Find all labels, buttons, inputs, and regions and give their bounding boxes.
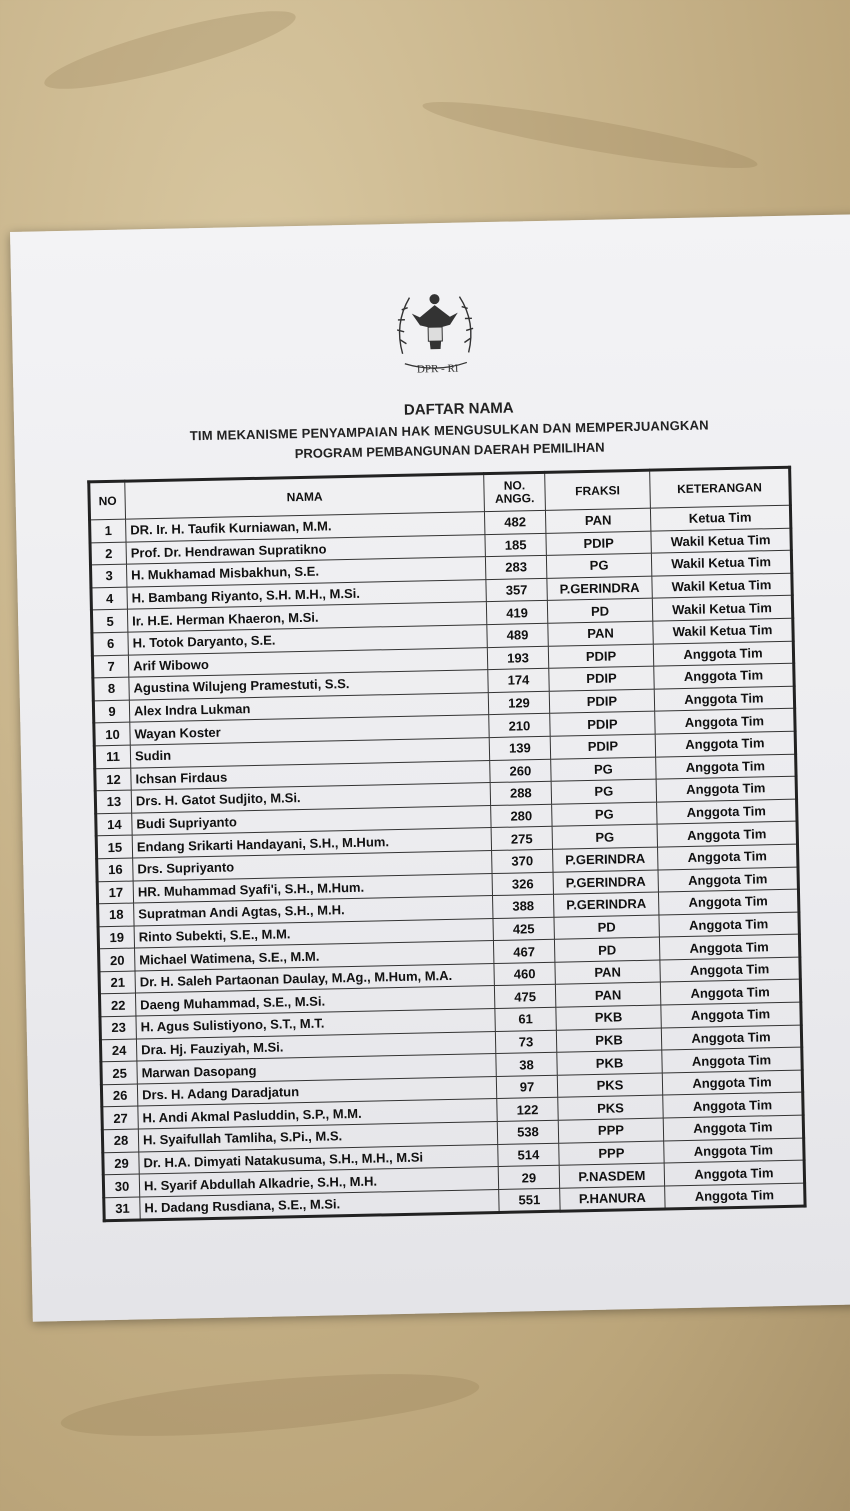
cell-nama: Dr. H. Saleh Partaonan Daulay, M.Ag., M.Hum, M.A. bbox=[135, 963, 494, 993]
cell-no: 20 bbox=[99, 948, 135, 971]
cell-nama: Drs. Supriyanto bbox=[133, 850, 492, 880]
cell-nama: Prof. Dr. Hendrawan Supratikno bbox=[126, 534, 485, 564]
cell-fraksi: PG bbox=[551, 757, 656, 782]
cell-no-angg: 210 bbox=[489, 714, 550, 738]
cell-nama: Budi Supriyanto bbox=[132, 805, 491, 835]
cell-no-angg: 425 bbox=[493, 917, 554, 941]
cell-keterangan: Anggota Tim bbox=[655, 731, 795, 757]
cell-keterangan: Anggota Tim bbox=[656, 754, 796, 780]
cell-no: 14 bbox=[96, 813, 132, 836]
cell-no: 9 bbox=[93, 700, 129, 723]
cell-fraksi: PAN bbox=[545, 508, 650, 533]
cell-no-angg: 29 bbox=[498, 1165, 559, 1189]
cell-keterangan: Anggota Tim bbox=[657, 799, 797, 825]
cell-nama: Drs. H. Adang Daradjatun bbox=[137, 1076, 496, 1106]
cell-no-angg: 129 bbox=[488, 691, 549, 715]
cell-fraksi: PKB bbox=[556, 1028, 661, 1053]
cell-fraksi: PKS bbox=[557, 1073, 662, 1098]
cell-nama: Daeng Muhammad, S.E., M.Si. bbox=[135, 986, 494, 1016]
cell-keterangan: Anggota Tim bbox=[659, 912, 799, 938]
column-header-no-angg: NO. ANGG. bbox=[484, 472, 546, 511]
cell-keterangan: Wakil Ketua Tim bbox=[653, 618, 793, 644]
cell-no: 30 bbox=[103, 1174, 139, 1197]
cell-keterangan: Anggota Tim bbox=[654, 686, 794, 712]
cell-no-angg: 489 bbox=[487, 623, 548, 647]
cell-no: 1 bbox=[90, 519, 126, 542]
cell-keterangan: Anggota Tim bbox=[662, 1047, 802, 1073]
cell-no-angg: 185 bbox=[485, 533, 546, 557]
cell-fraksi: PD bbox=[554, 915, 659, 940]
cell-keterangan: Anggota Tim bbox=[661, 1025, 801, 1051]
cell-fraksi: PDIP bbox=[549, 689, 654, 714]
column-header-nama: NAMA bbox=[125, 474, 485, 520]
cell-no-angg: 73 bbox=[495, 1030, 556, 1054]
cell-keterangan: Anggota Tim bbox=[665, 1183, 805, 1210]
cell-no-angg: 370 bbox=[492, 849, 553, 873]
cell-no-angg: 551 bbox=[499, 1188, 560, 1213]
cell-keterangan: Wakil Ketua Tim bbox=[652, 573, 792, 599]
cell-fraksi: P.GERINDRA bbox=[547, 576, 652, 601]
cell-no-angg: 475 bbox=[494, 985, 555, 1009]
cell-fraksi: PKB bbox=[556, 1005, 661, 1030]
cell-fraksi: PDIP bbox=[548, 644, 653, 669]
cell-no-angg: 357 bbox=[486, 578, 547, 602]
cell-fraksi: P.GERINDRA bbox=[553, 892, 658, 917]
cell-keterangan: Anggota Tim bbox=[657, 821, 797, 847]
cell-no-angg: 467 bbox=[493, 940, 554, 964]
cell-no: 17 bbox=[97, 881, 133, 904]
marble-vein bbox=[59, 1362, 482, 1448]
cell-no: 11 bbox=[94, 745, 130, 768]
cell-no: 18 bbox=[98, 903, 134, 926]
cell-no-angg: 139 bbox=[489, 736, 550, 760]
cell-no-angg: 122 bbox=[497, 1098, 558, 1122]
cell-no-angg: 280 bbox=[491, 804, 552, 828]
cell-nama: Arif Wibowo bbox=[128, 647, 487, 677]
cell-no-angg: 482 bbox=[484, 510, 545, 534]
cell-fraksi: PPP bbox=[558, 1118, 663, 1143]
cell-no-angg: 283 bbox=[485, 556, 546, 580]
cell-keterangan: Wakil Ketua Tim bbox=[651, 550, 791, 576]
column-header-fraksi: FRAKSI bbox=[545, 470, 651, 510]
cell-no-angg: 419 bbox=[486, 601, 547, 625]
cell-nama: H. Dadang Rusdiana, S.E., M.Si. bbox=[140, 1189, 499, 1220]
column-header-no: NO bbox=[89, 481, 126, 520]
cell-nama: H. Totok Daryanto, S.E. bbox=[128, 625, 487, 655]
cell-keterangan: Anggota Tim bbox=[658, 867, 798, 893]
cell-keterangan: Anggota Tim bbox=[659, 934, 799, 960]
cell-fraksi: PAN bbox=[555, 960, 660, 985]
cell-fraksi: PG bbox=[552, 802, 657, 827]
cell-fraksi: PKS bbox=[558, 1095, 663, 1120]
cell-no: 15 bbox=[96, 835, 132, 858]
cell-fraksi: PPP bbox=[559, 1141, 664, 1166]
cell-nama: DR. Ir. H. Taufik Kurniawan, M.M. bbox=[126, 512, 485, 542]
cell-nama: Alex Indra Lukman bbox=[129, 692, 488, 722]
cell-no: 16 bbox=[97, 858, 133, 881]
cell-fraksi: P.HANURA bbox=[560, 1186, 665, 1212]
marble-vein bbox=[39, 0, 300, 103]
cell-no: 28 bbox=[102, 1129, 138, 1152]
cell-keterangan: Wakil Ketua Tim bbox=[651, 528, 791, 554]
cell-no-angg: 260 bbox=[490, 759, 551, 783]
cell-no: 8 bbox=[93, 677, 129, 700]
cell-fraksi: PKB bbox=[557, 1050, 662, 1075]
cell-no-angg: 193 bbox=[487, 646, 548, 670]
cell-keterangan: Ketua Tim bbox=[650, 505, 790, 531]
cell-no: 7 bbox=[92, 655, 128, 678]
cell-fraksi: PAN bbox=[555, 983, 660, 1008]
cell-fraksi: PD bbox=[554, 937, 659, 962]
cell-nama: H. Andi Akmal Pasluddin, S.P., M.M. bbox=[138, 1099, 497, 1129]
cell-nama: Ichsan Firdaus bbox=[131, 760, 490, 790]
cell-no: 26 bbox=[101, 1084, 137, 1107]
cell-keterangan: Anggota Tim bbox=[656, 776, 796, 802]
cell-nama: H. Syarif Abdullah Alkadrie, S.H., M.H. bbox=[139, 1167, 498, 1197]
member-table bbox=[87, 466, 806, 1223]
cell-keterangan: Anggota Tim bbox=[660, 957, 800, 983]
cell-no-angg: 174 bbox=[488, 668, 549, 692]
cell-fraksi: PDIP bbox=[549, 666, 654, 691]
cell-no-angg: 38 bbox=[496, 1052, 557, 1076]
cell-no-angg: 61 bbox=[495, 1007, 556, 1031]
cell-fraksi: P.GERINDRA bbox=[553, 870, 658, 895]
cell-nama: Dr. H.A. Dimyati Natakusuma, S.H., M.H., M.Si bbox=[139, 1144, 498, 1174]
cell-no-angg: 460 bbox=[494, 962, 555, 986]
document-title: DAFTAR NAMA bbox=[403, 399, 514, 419]
cell-fraksi: PAN bbox=[548, 621, 653, 646]
cell-nama: H. Agus Sulistiyono, S.T., M.T. bbox=[136, 1009, 495, 1039]
cell-fraksi: P.GERINDRA bbox=[553, 847, 658, 872]
cell-fraksi: P.NASDEM bbox=[559, 1163, 664, 1188]
cell-no: 27 bbox=[102, 1106, 138, 1129]
cell-no-angg: 388 bbox=[493, 894, 554, 918]
cell-keterangan: Anggota Tim bbox=[655, 709, 795, 735]
cell-keterangan: Anggota Tim bbox=[662, 1070, 802, 1096]
cell-nama: Rinto Subekti, S.E., M.M. bbox=[134, 918, 493, 948]
cell-nama: Supratman Andi Agtas, S.H., M.H. bbox=[134, 896, 493, 926]
cell-keterangan: Anggota Tim bbox=[658, 844, 798, 870]
cell-nama: Michael Watimena, S.E., M.M. bbox=[135, 941, 494, 971]
cell-no-angg: 288 bbox=[490, 781, 551, 805]
cell-nama: Endang Srikarti Handayani, S.H., M.Hum. bbox=[132, 828, 491, 858]
cell-no: 24 bbox=[100, 1039, 136, 1062]
cell-keterangan: Anggota Tim bbox=[664, 1160, 804, 1186]
cell-no: 13 bbox=[95, 790, 131, 813]
cell-no: 2 bbox=[90, 542, 126, 565]
cell-nama: Dra. Hj. Fauziyah, M.Si. bbox=[136, 1031, 495, 1061]
emblem-label: DPR - RI bbox=[416, 362, 459, 376]
cell-keterangan: Wakil Ketua Tim bbox=[652, 596, 792, 622]
cell-nama: H. Mukhamad Misbakhun, S.E. bbox=[126, 557, 485, 587]
cell-no-angg: 514 bbox=[498, 1143, 559, 1167]
cell-fraksi: PDIP bbox=[550, 711, 655, 736]
cell-keterangan: Anggota Tim bbox=[664, 1138, 804, 1164]
cell-no: 25 bbox=[101, 1061, 137, 1084]
cell-nama: Wayan Koster bbox=[130, 715, 489, 745]
cell-no: 31 bbox=[104, 1197, 140, 1221]
cell-no: 21 bbox=[99, 971, 135, 994]
cell-nama: Drs. H. Gatot Sudjito, M.Si. bbox=[131, 783, 490, 813]
cell-no-angg: 326 bbox=[492, 872, 553, 896]
cell-no: 23 bbox=[100, 1016, 136, 1039]
cell-nama: Sudin bbox=[130, 738, 489, 768]
cell-keterangan: Anggota Tim bbox=[654, 663, 794, 689]
cell-fraksi: PG bbox=[546, 553, 651, 578]
document-page bbox=[10, 214, 850, 1322]
cell-no: 6 bbox=[92, 632, 128, 655]
marble-vein bbox=[420, 91, 760, 180]
cell-nama: H. Syaifullah Tamliha, S.Pi., M.S. bbox=[138, 1122, 497, 1152]
cell-no-angg: 275 bbox=[491, 827, 552, 851]
cell-no: 12 bbox=[95, 768, 131, 791]
cell-nama: H. Bambang Riyanto, S.H. M.H., M.Si. bbox=[127, 579, 486, 609]
cell-no: 4 bbox=[91, 587, 127, 610]
cell-fraksi: PG bbox=[552, 824, 657, 849]
cell-fraksi: PG bbox=[551, 779, 656, 804]
cell-no: 19 bbox=[98, 926, 134, 949]
cell-nama: HR. Muhammad Syafi'i, S.H., M.Hum. bbox=[133, 873, 492, 903]
cell-no-angg: 538 bbox=[497, 1120, 558, 1144]
cell-fraksi: PD bbox=[547, 599, 652, 624]
table-body bbox=[90, 505, 806, 1221]
cell-fraksi: PDIP bbox=[550, 734, 655, 759]
cell-no: 3 bbox=[90, 564, 126, 587]
cell-keterangan: Anggota Tim bbox=[660, 980, 800, 1006]
cell-nama: Marwan Dasopang bbox=[137, 1054, 496, 1084]
cell-no: 5 bbox=[91, 609, 127, 632]
cell-keterangan: Anggota Tim bbox=[663, 1093, 803, 1119]
cell-nama: Agustina Wilujeng Pramestuti, S.S. bbox=[129, 670, 488, 700]
document-subtitle-line1: TIM MEKANISME PENYAMPAIAN HAK MENGUSULKAN DAN MEMPERJUANGKAN bbox=[189, 417, 709, 444]
cell-keterangan: Anggota Tim bbox=[653, 641, 793, 667]
cell-keterangan: Anggota Tim bbox=[661, 1002, 801, 1028]
cell-nama: Ir. H.E. Herman Khaeron, M.Si. bbox=[127, 602, 486, 632]
cell-keterangan: Anggota Tim bbox=[658, 889, 798, 915]
cell-no: 29 bbox=[103, 1152, 139, 1175]
document-subtitle-line2: PROGRAM PEMBANGUNAN DAERAH PEMILIHAN bbox=[294, 439, 605, 462]
cell-fraksi: PDIP bbox=[546, 531, 651, 556]
column-header-keterangan: KETERANGAN bbox=[650, 467, 791, 508]
cell-no: 10 bbox=[94, 722, 130, 745]
cell-no: 22 bbox=[99, 994, 135, 1017]
cell-keterangan: Anggota Tim bbox=[663, 1115, 803, 1141]
cell-no-angg: 97 bbox=[496, 1075, 557, 1099]
